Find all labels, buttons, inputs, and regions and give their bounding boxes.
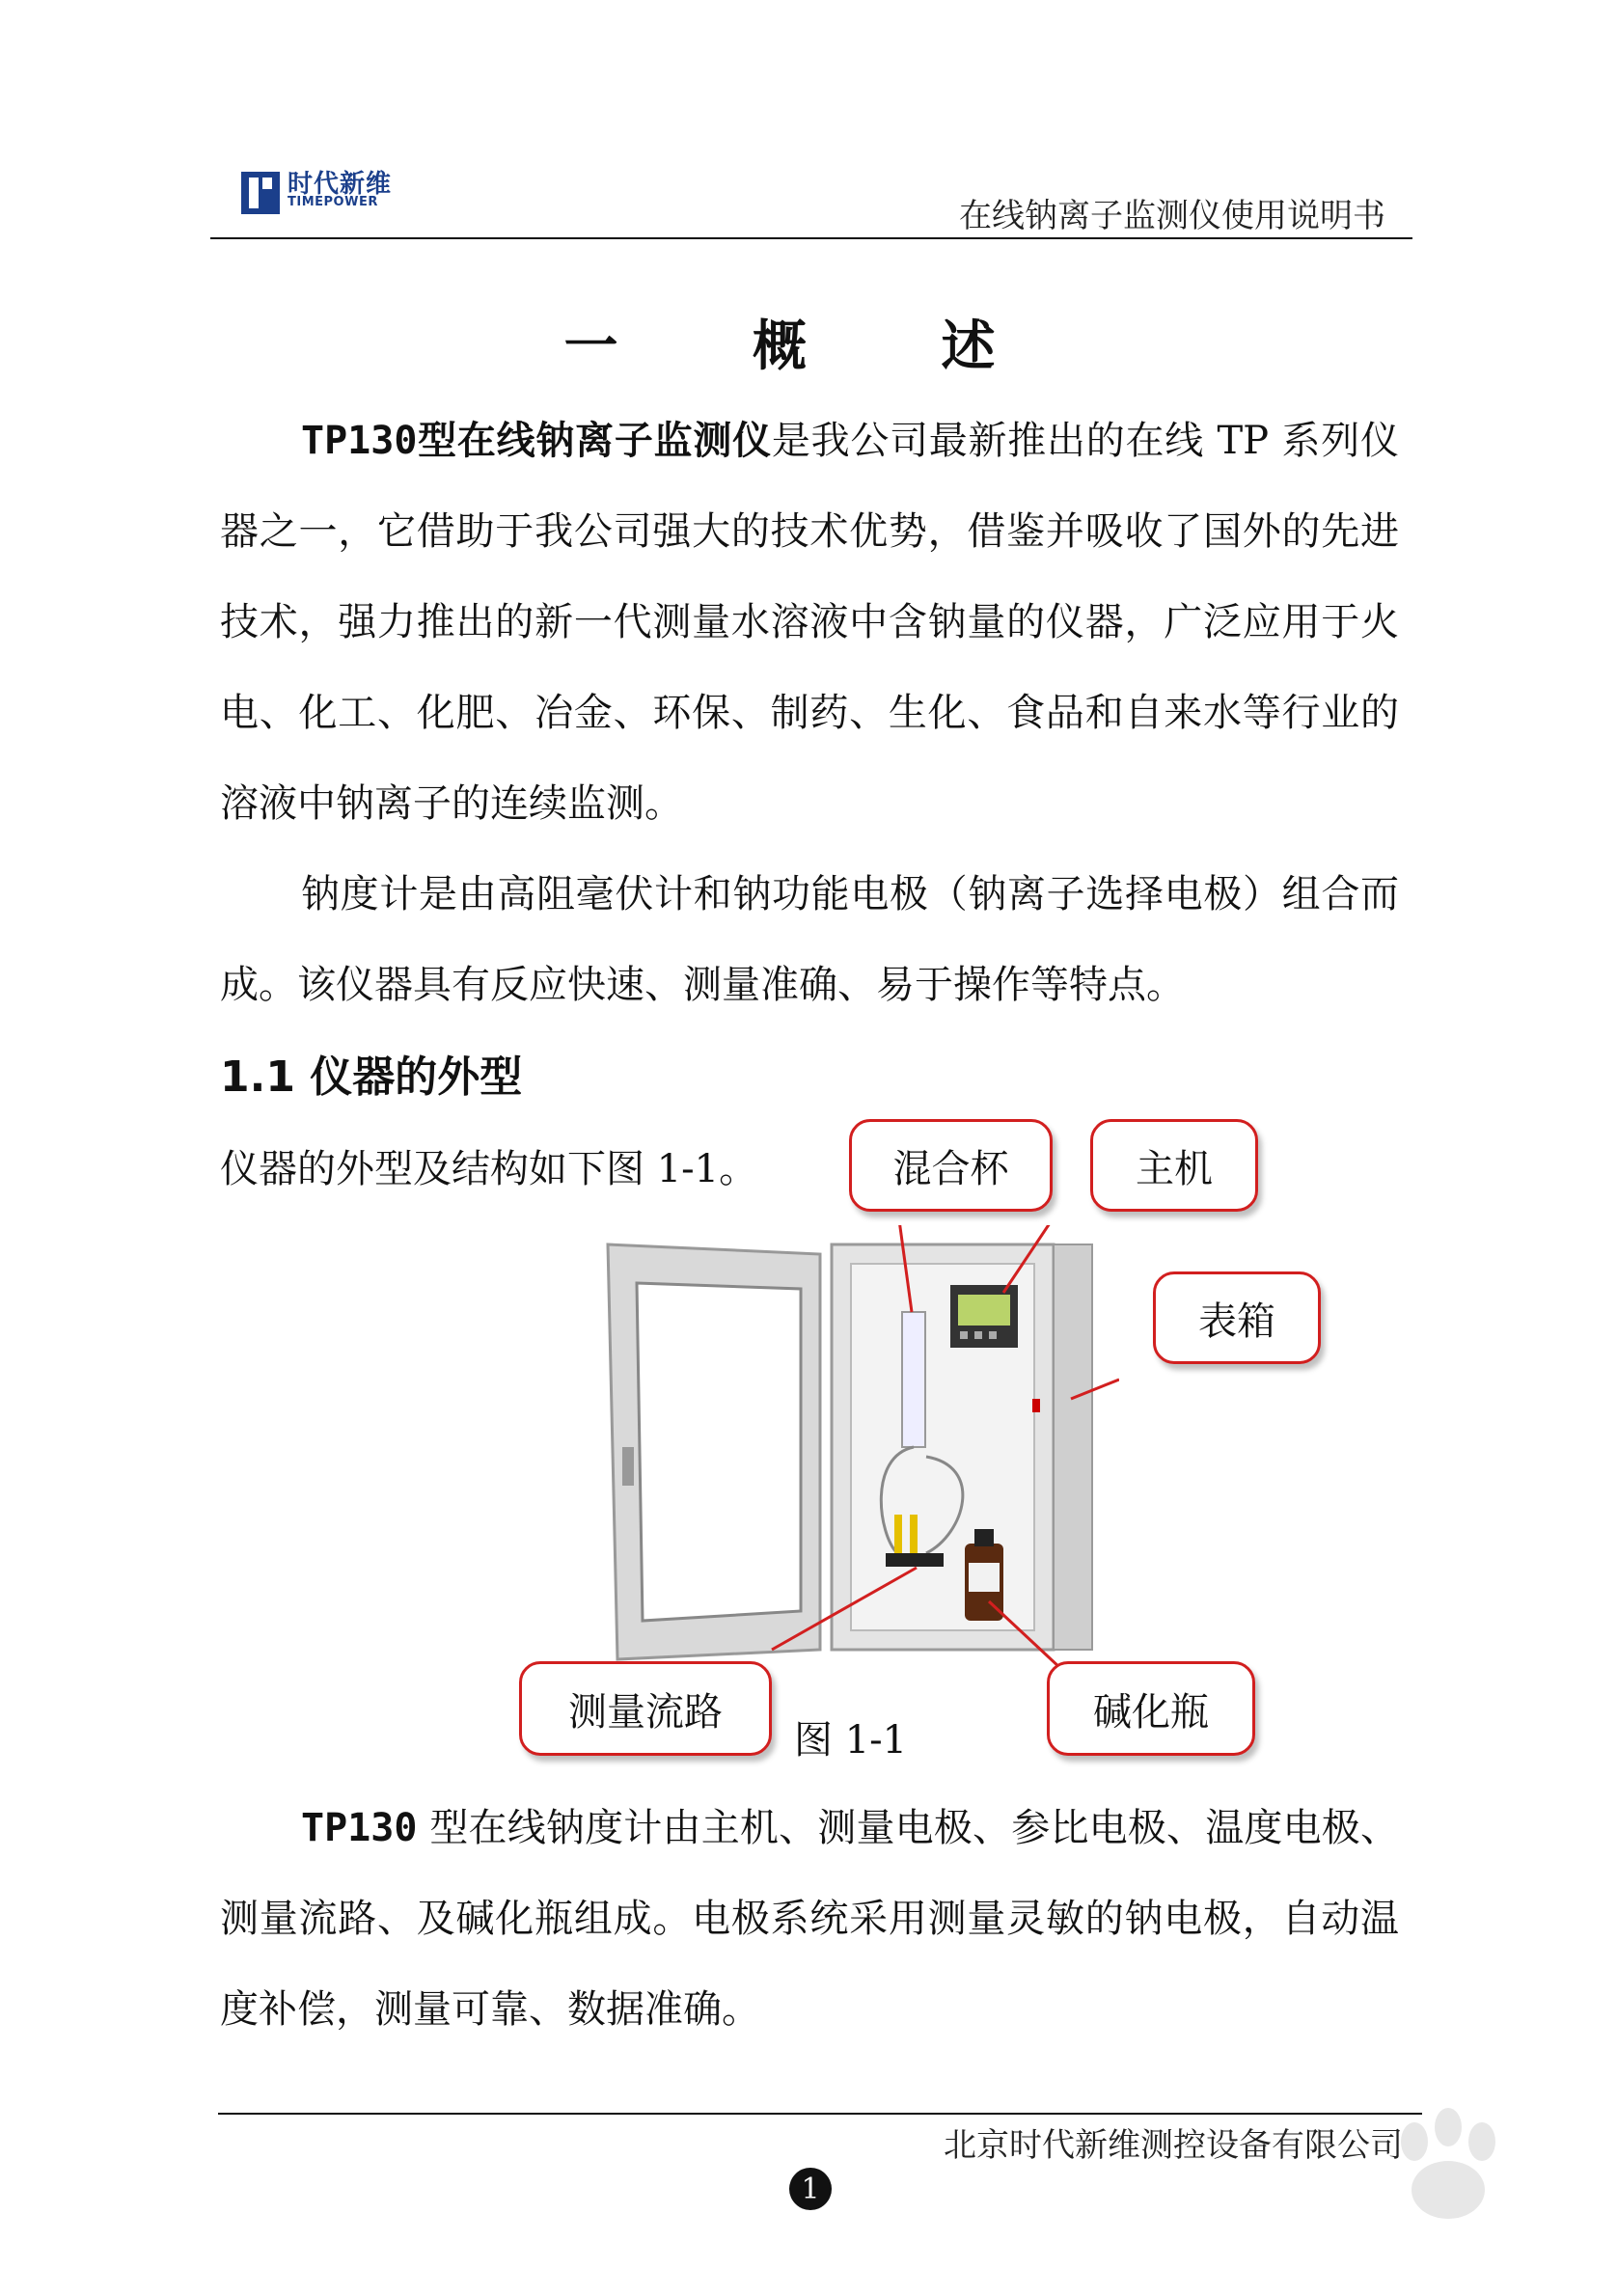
composition-paragraph: 钠度计是由高阻毫伏计和钠功能电极（钠离子选择电极）组合而成。该仪器具有反应快速、测量准确、易于操作等特点。 bbox=[220, 872, 1399, 1007]
model-name: TP130 bbox=[301, 1806, 418, 1850]
components-paragraph bbox=[220, 1783, 1399, 2055]
figure-caption: 图 1-1 bbox=[794, 1718, 908, 1763]
door-window bbox=[637, 1283, 801, 1621]
logo-chinese-text: 时代新维 bbox=[288, 170, 393, 199]
electrode-2 bbox=[910, 1515, 918, 1558]
chapter-title: 一 概 述 bbox=[563, 315, 1054, 378]
footer-divider bbox=[218, 2113, 1422, 2115]
baidu-paw-watermark bbox=[1347, 2084, 1588, 2277]
callout-mixing-cup: 混合杯 bbox=[849, 1119, 1053, 1212]
intro-paragraph bbox=[220, 396, 1399, 849]
power-switch bbox=[1032, 1399, 1040, 1412]
door-latch bbox=[622, 1447, 634, 1486]
flow-cell bbox=[886, 1553, 944, 1567]
mixing-cup bbox=[902, 1312, 925, 1447]
cabinet-side bbox=[1054, 1244, 1092, 1650]
electrode-1 bbox=[894, 1515, 902, 1558]
logo-english-text: TIMEPOWER bbox=[288, 195, 378, 209]
product-name: TP130型在线钠离子监测仪 bbox=[301, 419, 772, 463]
callout-alkali-bottle: 碱化瓶 bbox=[1047, 1661, 1255, 1756]
callout-meter-box: 表箱 bbox=[1153, 1271, 1321, 1364]
callout-flow-path: 测量流路 bbox=[519, 1661, 772, 1756]
section-heading: 1.1 仪器的外型 bbox=[220, 1052, 523, 1102]
instrument-figure bbox=[579, 1225, 1119, 1688]
host-display bbox=[958, 1295, 1010, 1326]
components-paragraph-text: 型在线钠度计由主机、测量电极、参比电极、温度电极、测量流路、及碱化瓶组成。电极系统采用测量灵敏的钠电极，自动温度补偿，测量可靠、数据准确。 bbox=[220, 1806, 1399, 2032]
document-title: 在线钠离子监测仪使用说明书 bbox=[959, 197, 1385, 235]
company-name: 北京时代新维测控设备有限公司 bbox=[944, 2126, 1403, 2165]
intro-paragraph-text: 是我公司最新推出的在线 TP 系列仪器之一，它借助于我公司强大的技术优势，借鉴并吸收了国外的先进技术，强力推出的新一代测量水溶液中含钠量的仪器，广泛应用于火电、化工、化肥、冶金、环保、制药、生化、食品和自来水等行业的溶液中钠离子的连续监测。 bbox=[220, 419, 1399, 826]
page-number: 1 bbox=[789, 2168, 832, 2210]
figure-intro-text: 仪器的外型及结构如下图 1-1。 bbox=[220, 1147, 758, 1191]
callout-host: 主机 bbox=[1090, 1119, 1258, 1212]
header-divider bbox=[210, 237, 1412, 239]
